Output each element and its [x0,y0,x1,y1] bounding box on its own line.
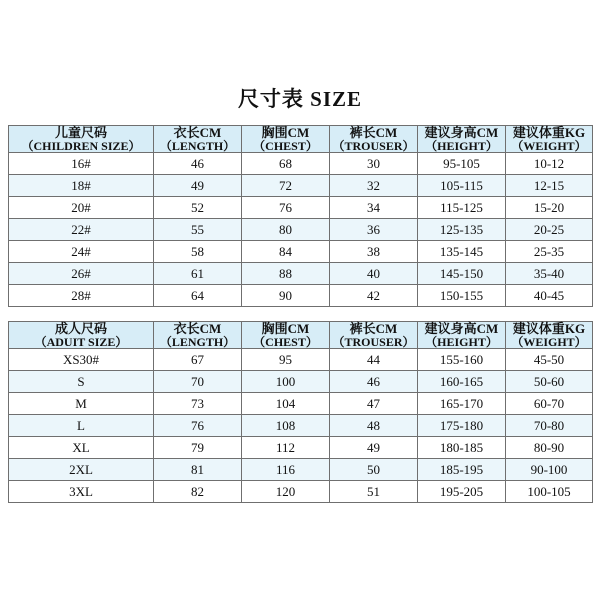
cell-size: M [9,393,154,415]
cell-weight: 10-12 [506,153,593,175]
cell-trouser: 44 [330,349,418,371]
cell-chest: 88 [242,263,330,285]
cell-size: 22# [9,219,154,241]
column-header-line2: （CHEST） [253,138,318,153]
cell-length: 81 [154,459,242,481]
column-header-line1: 建议体重KG [512,125,586,140]
column-header-line2: （CHEST） [253,334,318,349]
cell-height: 145-150 [418,263,506,285]
cell-length: 64 [154,285,242,307]
table-header-row [9,322,593,349]
column-header-length [154,322,242,349]
cell-chest: 100 [242,371,330,393]
column-header-chest [242,322,330,349]
column-header-weight [506,322,593,349]
cell-height: 160-165 [418,371,506,393]
column-header-line1: 裤长CM [349,125,398,140]
column-header-height [418,126,506,153]
cell-height: 155-160 [418,349,506,371]
cell-height: 185-195 [418,459,506,481]
cell-weight: 60-70 [506,393,593,415]
column-header-line2: （HEIGHT） [425,138,498,153]
cell-trouser: 49 [330,437,418,459]
table-row [9,481,593,503]
column-header-line2: （CHILDREN SIZE） [21,138,141,153]
table-row [9,371,593,393]
cell-chest: 112 [242,437,330,459]
cell-length: 76 [154,415,242,437]
table-row [9,415,593,437]
cell-length: 79 [154,437,242,459]
children-size-table [8,125,593,307]
cell-weight: 45-50 [506,349,593,371]
page-title: 尺寸表 SIZE [237,87,363,111]
cell-length: 67 [154,349,242,371]
cell-chest: 90 [242,285,330,307]
cell-length: 52 [154,197,242,219]
cell-trouser: 38 [330,241,418,263]
table-row [9,393,593,415]
column-header-height [418,322,506,349]
cell-trouser: 40 [330,263,418,285]
cell-size: 18# [9,175,154,197]
cell-height: 150-155 [418,285,506,307]
column-header-size [9,322,154,349]
table-row [9,153,593,175]
cell-chest: 84 [242,241,330,263]
table-row [9,241,593,263]
column-header-line1: 建议体重KG [512,321,586,337]
column-header-line2: （HEIGHT） [425,334,498,349]
column-header-line2: （WEIGHT） [511,334,587,349]
cell-weight: 70-80 [506,415,593,437]
cell-size: 2XL [9,459,154,481]
table-spacer [8,307,592,321]
column-header-line1: 儿童尺码 [54,125,107,140]
cell-height: 105-115 [418,175,506,197]
cell-chest: 80 [242,219,330,241]
cell-trouser: 32 [330,175,418,197]
column-header-trouser [330,126,418,153]
table-header-row [9,126,593,153]
column-header-line1: 胸围CM [261,321,310,337]
table-row [9,437,593,459]
cell-height: 195-205 [418,481,506,503]
column-header-line2: （ADUIT SIZE） [34,334,128,349]
column-header-line1: 建议身高CM [424,125,499,140]
cell-height: 125-135 [418,219,506,241]
cell-chest: 72 [242,175,330,197]
column-header-line2: （TROUSER） [332,334,415,349]
column-header-line2: （WEIGHT） [511,138,587,153]
cell-trouser: 36 [330,219,418,241]
cell-weight: 35-40 [506,263,593,285]
column-header-line1: 胸围CM [261,125,310,140]
column-header-line2: （LENGTH） [159,138,236,153]
column-header-line2: （TROUSER） [332,138,415,153]
cell-chest: 95 [242,349,330,371]
cell-size: 20# [9,197,154,219]
cell-weight: 100-105 [506,481,593,503]
cell-height: 95-105 [418,153,506,175]
cell-trouser: 46 [330,371,418,393]
cell-weight: 12-15 [506,175,593,197]
tables-container [8,125,592,503]
cell-length: 49 [154,175,242,197]
cell-chest: 68 [242,153,330,175]
column-header-trouser [330,322,418,349]
cell-weight: 15-20 [506,197,593,219]
column-header-weight [506,126,593,153]
table-row [9,285,593,307]
column-header-line1: 裤长CM [349,321,398,337]
cell-weight: 80-90 [506,437,593,459]
cell-trouser: 47 [330,393,418,415]
cell-height: 175-180 [418,415,506,437]
cell-height: 115-125 [418,197,506,219]
table-row [9,263,593,285]
cell-trouser: 48 [330,415,418,437]
cell-length: 61 [154,263,242,285]
cell-length: 55 [154,219,242,241]
cell-size: XL [9,437,154,459]
cell-size: S [9,371,154,393]
column-header-line1: 成人尺码 [54,321,107,337]
cell-chest: 120 [242,481,330,503]
cell-chest: 76 [242,197,330,219]
table-row [9,175,593,197]
cell-size: 28# [9,285,154,307]
cell-trouser: 30 [330,153,418,175]
cell-size: XS30# [9,349,154,371]
table-row [9,459,593,481]
cell-trouser: 42 [330,285,418,307]
cell-size: 24# [9,241,154,263]
cell-trouser: 51 [330,481,418,503]
cell-weight: 25-35 [506,241,593,263]
table-row [9,349,593,371]
column-header-size [9,126,154,153]
cell-length: 70 [154,371,242,393]
cell-weight: 40-45 [506,285,593,307]
cell-trouser: 50 [330,459,418,481]
cell-chest: 104 [242,393,330,415]
cell-length: 46 [154,153,242,175]
cell-length: 82 [154,481,242,503]
cell-height: 135-145 [418,241,506,263]
cell-chest: 116 [242,459,330,481]
cell-trouser: 34 [330,197,418,219]
cell-weight: 90-100 [506,459,593,481]
column-header-line1: 建议身高CM [424,321,499,337]
column-header-line2: （LENGTH） [159,334,236,349]
cell-length: 73 [154,393,242,415]
cell-size: 16# [9,153,154,175]
cell-size: 3XL [9,481,154,503]
cell-size: 26# [9,263,154,285]
cell-height: 180-185 [418,437,506,459]
cell-height: 165-170 [418,393,506,415]
column-header-length [154,126,242,153]
cell-weight: 50-60 [506,371,593,393]
column-header-line1: 衣长CM [173,125,222,140]
cell-weight: 20-25 [506,219,593,241]
table-row [9,197,593,219]
adult-size-table [8,321,593,503]
cell-length: 58 [154,241,242,263]
cell-chest: 108 [242,415,330,437]
column-header-line1: 衣长CM [173,321,222,337]
table-row [9,219,593,241]
cell-size: L [9,415,154,437]
column-header-chest [242,126,330,153]
